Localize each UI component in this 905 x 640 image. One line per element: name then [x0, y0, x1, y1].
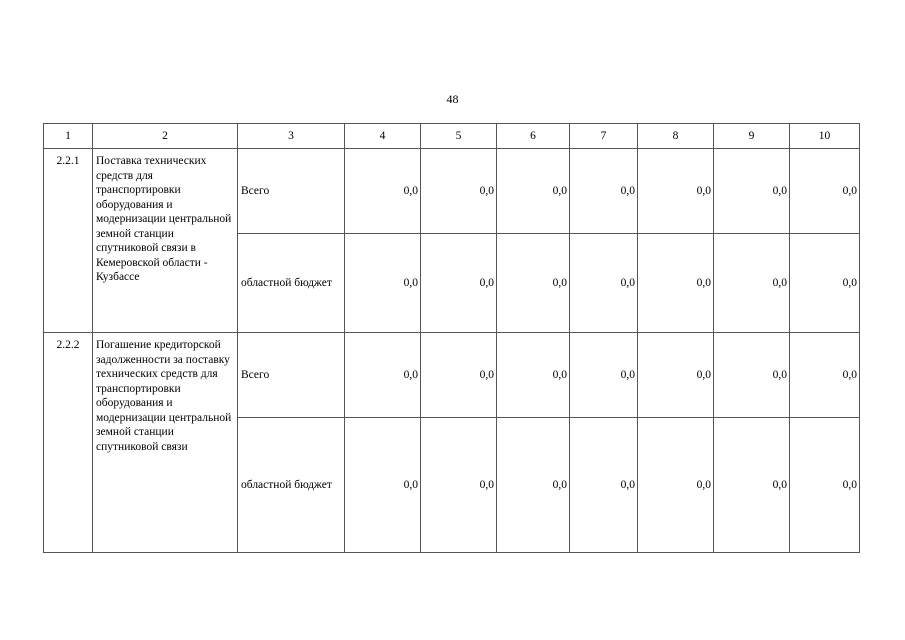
value-cell: 0,0 [497, 418, 570, 553]
value-cell: 0,0 [421, 234, 497, 333]
value-cell: 0,0 [497, 333, 570, 418]
value-cell: 0,0 [638, 234, 714, 333]
value-cell: 0,0 [570, 418, 638, 553]
value-cell: 0,0 [714, 234, 790, 333]
value-cell: 0,0 [714, 418, 790, 553]
item-number: 2.2.2 [44, 333, 93, 553]
value-cell: 0,0 [421, 149, 497, 234]
funding-source: областной бюджет [238, 234, 345, 333]
header-cell: 5 [421, 124, 497, 149]
value-cell: 0,0 [345, 149, 421, 234]
value-cell: 0,0 [345, 234, 421, 333]
header-cell: 6 [497, 124, 570, 149]
budget-table [43, 123, 860, 553]
item-number: 2.2.1 [44, 149, 93, 333]
header-row [44, 124, 860, 149]
header-cell: 10 [790, 124, 860, 149]
funding-source: Всего [238, 333, 345, 418]
value-cell: 0,0 [790, 149, 860, 234]
value-cell: 0,0 [638, 418, 714, 553]
header-cell: 4 [345, 124, 421, 149]
header-cell: 2 [93, 124, 238, 149]
header-cell: 7 [570, 124, 638, 149]
value-cell: 0,0 [570, 234, 638, 333]
header-cell: 8 [638, 124, 714, 149]
item-name: Поставка технических средств для транспортировки оборудования и модернизации центральной земной станции спутниковой связи в Кемеровской области - Кузбассе [93, 149, 238, 333]
value-cell: 0,0 [714, 149, 790, 234]
header-cell: 9 [714, 124, 790, 149]
value-cell: 0,0 [714, 333, 790, 418]
value-cell: 0,0 [345, 418, 421, 553]
value-cell: 0,0 [345, 333, 421, 418]
funding-source: Всего [238, 149, 345, 234]
header-cell: 1 [44, 124, 93, 149]
table-row [44, 333, 860, 418]
value-cell: 0,0 [638, 333, 714, 418]
value-cell: 0,0 [421, 418, 497, 553]
value-cell: 0,0 [421, 333, 497, 418]
funding-source: областной бюджет [238, 418, 345, 553]
value-cell: 0,0 [790, 418, 860, 553]
value-cell: 0,0 [790, 234, 860, 333]
value-cell: 0,0 [497, 234, 570, 333]
table-row [44, 149, 860, 234]
header-cell: 3 [238, 124, 345, 149]
value-cell: 0,0 [570, 333, 638, 418]
value-cell: 0,0 [790, 333, 860, 418]
value-cell: 0,0 [497, 149, 570, 234]
value-cell: 0,0 [638, 149, 714, 234]
item-name: Погашение кредиторской задолженности за поставку технических средств для транспортировки оборудования и модернизации центральной земной станции спутниковой связи [93, 333, 238, 553]
page-number: 48 [446, 92, 459, 106]
value-cell: 0,0 [570, 149, 638, 234]
